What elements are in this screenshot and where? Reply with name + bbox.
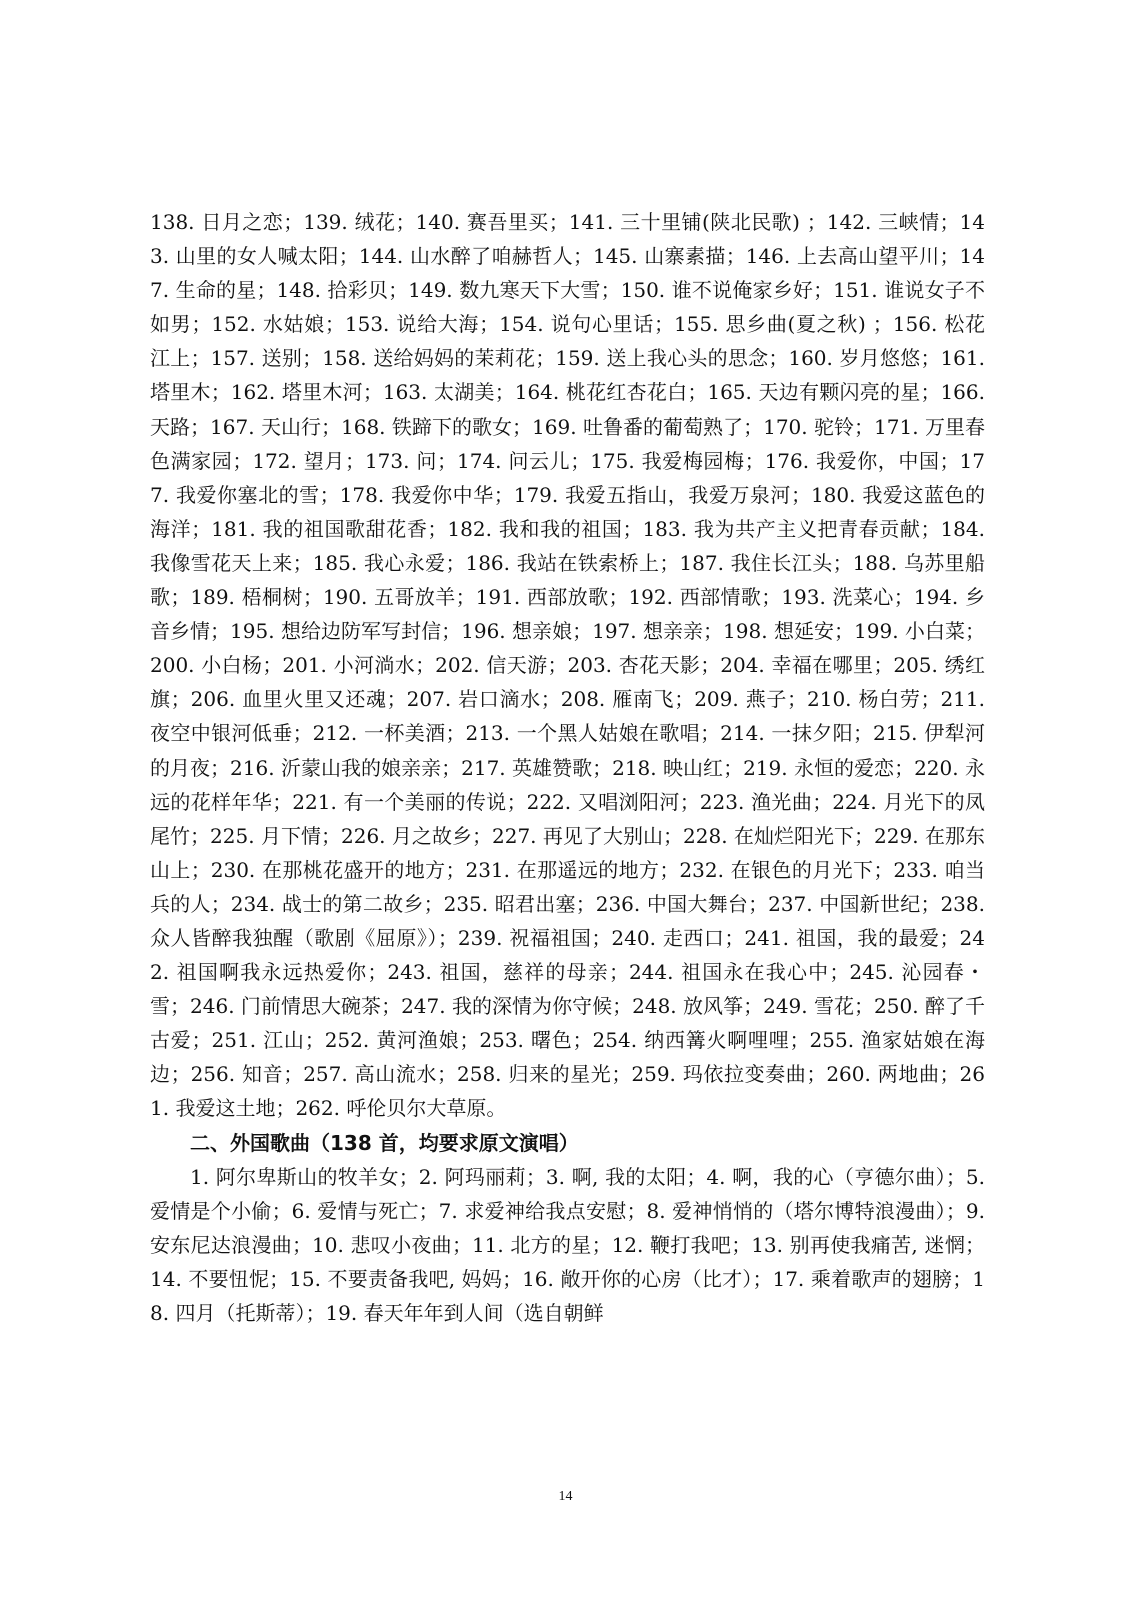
section-heading-foreign-songs: 二、外国歌曲（138 首，均要求原文演唱） bbox=[190, 1130, 579, 1155]
page-body bbox=[150, 205, 985, 1330]
foreign-song-list: 1. 阿尔卑斯山的牧羊女；2. 阿玛丽莉；3. 啊, 我的太阳；4. 啊，我的心（亨德尔曲）；5. 爱情是个小偷；6. 爱情与死亡；7. 求爱神给我点安慰；8. 爱神悄悄的（塔尔博特浪漫曲）；9. 安东尼达浪漫曲；10. 悲叹小夜曲；11. 北方的星；12. 鞭打我吧；13. 别再使我痛苦, 迷惘；14. 不要忸怩；15. 不要责备我吧, 妈妈；16. 敞开你的心房（比才）；17. 乘着歌声的翅膀；18. 四月（托斯蒂）；19. 春天年年到人间（选自朝鲜 bbox=[150, 1164, 985, 1325]
continued-song-list: 138. 日月之恋；139. 绒花；140. 赛吾里买；141. 三十里铺(陕北民歌) ；142. 三峡情；143. 山里的女人喊太阳；144. 山水醉了咱赫哲人；145. 山寨素描；146. 上去高山望平川；147. 生命的星；148. 拾彩贝；149. 数九寒天下大雪；150. 谁不说俺家乡好；151. 谁说女子不如男；152. 水姑娘；153. 说给大海；154. 说句心里话；155. 思乡曲(夏之秋) ；156. 松花江上；157. 送别；158. 送给妈妈的茉莉花；159. 送上我心头的思念；160. 岁月悠悠；161. 塔里木；162. 塔里木河；163. 太湖美；164. 桃花红杏花白；165. 天边有颗闪亮的星；166. 天路；167. 天山行；168. 铁蹄下的歌女；169. 吐鲁番的葡萄熟了；170. 驼铃；171. 万里春色满家园；172. 望月；173. 问；174. 问云儿；175. 我爱梅园梅；176. 我爱你，中国；177. 我爱你塞北的雪；178. 我爱你中华；179. 我爱五指山，我爱万泉河；180. 我爱这蓝色的海洋；181. 我的祖国歌甜花香；182. 我和我的祖国；183. 我为共产主义把青春贡献；184. 我像雪花天上来；185. 我心永爱；186. 我站在铁索桥上；187. 我住长江头；188. 乌苏里船歌；189. 梧桐树；190. 五哥放羊；191. 西部放歌；192. 西部情歌；193. 洗菜心；194. 乡音乡情；195. 想给边防军写封信；196. 想亲娘；197. 想亲亲；198. 想延安；199. 小白菜；200. 小白杨；201. 小河淌水；202. 信天游；203. 杏花天影；204. 幸福在哪里；205. 绣红旗；206. 血里火里又还魂；207. 岩口滴水；208. 雁南飞；209. 燕子；210. 杨白劳；211. 夜空中银河低垂；212. 一杯美酒；213. 一个黑人姑娘在歌唱；214. 一抹夕阳；215. 伊犁河的月夜；216. 沂蒙山我的娘亲亲；217. 英雄赞歌；218. 映山红；219. 永恒的爱恋；220. 永远的花样年华；221. 有一个美丽的传说；222. 又唱浏阳河；223. 渔光曲；224. 月光下的凤尾竹；225. 月下情；226. 月之故乡；227. 再见了大别山；228. 在灿烂阳光下；229. 在那东山上；230. 在那桃花盛开的地方；231. 在那遥远的地方；232. 在银色的月光下；233. 咱当兵的人；234. 战士的第二故乡；235. 昭君出塞；236. 中国大舞台；237. 中国新世纪；238. 众人皆醉我独醒（歌剧《屈原》）；239. 祝福祖国；240. 走西口；241. 祖国，我的最爱；242. 祖国啊我永远热爱你；243. 祖国，慈祥的母亲；244. 祖国永在我心中；245. 沁园春・雪；246. 门前情思大碗茶；247. 我的深情为你守候；248. 放风筝；249. 雪花；250. 醉了千古爱；251. 江山；252. 黄河渔娘；253. 曙色；254. 纳西篝火啊哩哩；255. 渔家姑娘在海边；256. 知音；257. 高山流水；258. 归来的星光；259. 玛依拉变奏曲；260. 两地曲；261. 我爱这土地；262. 呼伦贝尔大草原。 bbox=[150, 210, 985, 1121]
page-number: 14 bbox=[558, 1489, 573, 1504]
